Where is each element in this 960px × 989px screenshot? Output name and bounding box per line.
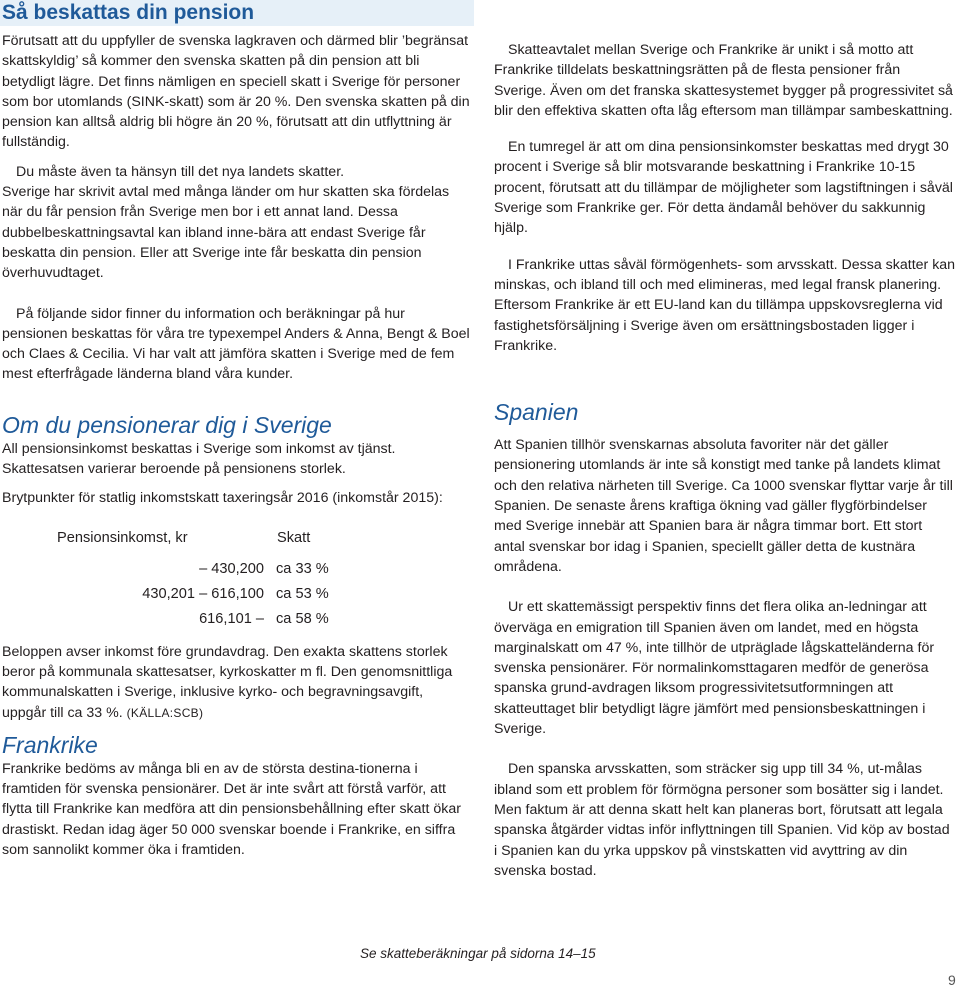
heading-spain: Spanien	[494, 399, 579, 426]
table-row	[56, 582, 329, 607]
breakpoints-paragraph: Brytpunkter för statlig inkomstskatt taxeringsår 2016 (inkomstår 2015):	[2, 490, 443, 507]
france-wealth-tax-paragraph: I Frankrike uttas såväl förmögenhets- som arvsskatt. Dessa skatter kan minskas, och ibland till och med elimineras, med legal fransk planering. Eftersom Frankrike är ett EU-land kan du tillämpa uppskovsreglerna vid fastighetsförsäljning i Sverige även om ersättningsbostaden ligger i Frankrike.	[494, 256, 956, 354]
header-tax: Skatt	[277, 529, 311, 546]
following-pages-paragraph: På följande sidor finner du information och beräkningar på hur pensionen beskattas för våra tre typexempel Anders & Anna, Bengt & Boel och Claes & Cecilia. Vi har valt att jämföra skatten i Sverige med de fem mest efterfrågade länderna bland våra kunder.	[2, 305, 470, 383]
tax-rate: ca 33 %	[276, 560, 329, 577]
tax-breakpoints-table	[56, 527, 329, 632]
france-rule-of-thumb-paragraph: En tumregel är att om dina pensionsinkomster beskattas med drygt 30 procent i Sverige så blir motsvarande beskattning i Frankrike 10-15 procent, förutsatt att du tillämpar de möjligheter som lagstiftningen i såväl Sverige som Frankrike ger. För detta ändamål behöver du sakkunnig hjälp.	[494, 139, 953, 237]
source-citation: (KÄLLA:SCB)	[126, 705, 204, 720]
table-row	[56, 607, 329, 632]
amounts-note-paragraph	[2, 642, 470, 723]
intro-paragraph: Förutsatt att du uppfyller de svenska lagkraven och därmed blir ’begränsat skattskyldig’ så kommer den svenska skatten på din pension att bli betydligt lägre. Det finns nämligen en speciell skatt i Sverige för personer som bor utomlands (SINK-skatt) som är 20 %. Den svenska skatten på din pension kan alltså aldrig bli högre än 20 %, förutsatt att din utflyttning är fullständig.	[2, 33, 470, 151]
heading-france: Frankrike	[2, 731, 98, 758]
table-row	[56, 557, 329, 582]
tax-rate: ca 53 %	[276, 585, 329, 602]
spain-inheritance-tax-paragraph: Den spanska arvsskatten, som sträcker sig upp till 34 %, ut-målas ibland som ett problem för förmögna personer som bosätter sig i landet. Men faktum är att denna skatt helt kan planeras bort, förutsatt att legala spanska åtgärder vidtas inför inflyttningen till Spanien. Vid köp av bostad i Spanien kan du yrka uppskov på vinstskatten vid avyttring av din svenska bostad.	[494, 761, 950, 879]
france-tax-treaty-paragraph: Skatteavtalet mellan Sverige och Frankrike är unikt i så motto att Frankrike tilldelats beskattningsrätten på de flesta pensioner från Sverige. Även om det franska skattesystemet bygger på progressivitet så blir den effektiva skatten ofta låg eftersom man tillämpar sambeskattning.	[494, 42, 953, 119]
income-range: – 430,200	[199, 560, 264, 577]
page-number: 9	[948, 972, 956, 988]
page-title: Så beskattas din pension	[0, 0, 474, 26]
table-header-row	[56, 527, 329, 557]
heading-retire-in-sweden: Om du pensionerar dig i Sverige	[2, 411, 332, 438]
left-column	[2, 31, 470, 860]
new-country-taxes-paragraph: Du måste även ta hänsyn till det nya landets skatter.	[16, 163, 345, 180]
income-range: 616,101 –	[199, 610, 264, 627]
amounts-note-text: Beloppen avser inkomst före grundavdrag. Den exakta skattens storlek beror på kommunala skattesatser, kyrkoskatter m fl. Den genomsnittliga kommunalskatten i Sverige, inklusive kyrko- och begravningsavgift, uppgår till ca 33 %.	[2, 643, 453, 721]
spain-tax-perspective-paragraph: Ur ett skattemässigt perspektiv finns det flera olika an-ledningar att överväga en emigration till Spanien även om landet, med en högsta marginalskatt om 47 %, inte tillhör de utpräglade lågskatteländerna för svenska pensionärer. För normalinkomsttagaren medför de generösa spanska grund-avdragen liksom progressivitetsutformningen att skatteuttaget blir betydligt lägre jämfört med pensionsbeskattningen i Sverige.	[494, 599, 935, 738]
income-range: 430,201 – 616,100	[142, 585, 264, 602]
header-pension-income: Pensionsinkomst, kr	[57, 529, 188, 546]
tax-calculations-reference: Se skatteberäkningar på sidorna 14–15	[360, 946, 596, 961]
tax-treaty-paragraph: Sverige har skrivit avtal med många länder om hur skatten ska fördelas när du får pension från Sverige men bor i ett annat land. Dessa dubbelbeskattningsavtal kan ibland inne-bära att endast Sverige får beskatta din pension. Eller att Sverige inte får beskatta din pension överhuvudtaget.	[2, 184, 450, 282]
tax-rate: ca 58 %	[276, 610, 329, 627]
france-intro-paragraph: Frankrike bedöms av många bli en av de största destina-tionerna i framtiden för svenska pensionärer. Det är inte svårt att förstå varför, att flytta till Frankrike kan medföra att din pensionsbehållning efter skatt ökar drastiskt. Redan idag äger 50 000 svenskar boende i Frankrike, en siffra som sannolikt kommer öka i framtiden.	[2, 760, 461, 859]
right-column	[494, 31, 956, 881]
sweden-income-paragraph: All pensionsinkomst beskattas i Sverige som inkomst av tjänst. Skattesatsen varierar beroende på pensionens storlek.	[2, 440, 396, 478]
spain-intro-paragraph: Att Spanien tillhör svenskarnas absoluta favoriter när det gäller pensionering utomlands är inte så konstigt med tanke på landets klimat och den relativa närheten till Sverige. Ca 1000 svenskar flyttar varje år till Spanien. De senaste årens kraftiga ökning vad gäller flygförbindelser med Sverige innebär att Spanien bara är några timmar bort. Ett stort antal svenskar bor idag i Spanien, speciellt gäller detta de kustnära områdena.	[494, 437, 953, 575]
